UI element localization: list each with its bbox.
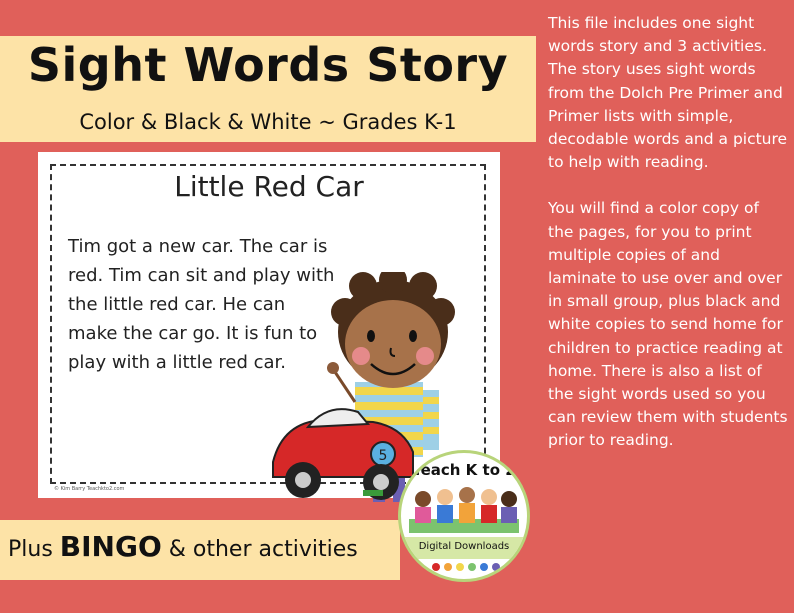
description-paragraph-1: This file includes one sight words story and 3 activities. The story uses sight words from the Dolch Pre Primer and Primer lists with simple, decodable words and a picture to help with reading.	[548, 14, 788, 172]
copyright-text: © Kim Barry Teachkto2.com	[54, 486, 125, 492]
logo-dots-decoration	[431, 561, 501, 573]
children-reading-icon	[409, 481, 519, 533]
bottom-caption	[8, 530, 358, 563]
logo-title: Teach K to 2	[412, 461, 516, 479]
bingo-word: BINGO	[59, 530, 162, 563]
bottom-suffix: & other activities	[161, 537, 358, 562]
page-title: Sight Words Story	[27, 38, 509, 92]
boy-head	[331, 272, 455, 388]
page-subtitle: Color & Black & White ~ Grades K-1	[79, 110, 457, 134]
car-number: 5	[378, 448, 388, 464]
logo-subtitle: Digital Downloads	[418, 541, 510, 552]
bottom-prefix: Plus	[8, 537, 60, 562]
description-paragraph-2: You will find a color copy of the pages, for you to print multiple copies of and laminate to use over and over in small group, plus black and white copies to send home for children to practice reading at home. There is also a list of the sight words used so you can review them with students prior to reading.	[548, 199, 788, 450]
product-description	[548, 12, 788, 453]
story-page-preview	[38, 152, 500, 498]
story-title: Little Red Car	[174, 170, 364, 203]
story-text: Tim got a new car. The car is red. Tim can sit and play with the little red car. He can make the car go. It is fun to play with a little red car.	[68, 236, 335, 373]
teach-k-to-2-logo	[398, 450, 530, 582]
